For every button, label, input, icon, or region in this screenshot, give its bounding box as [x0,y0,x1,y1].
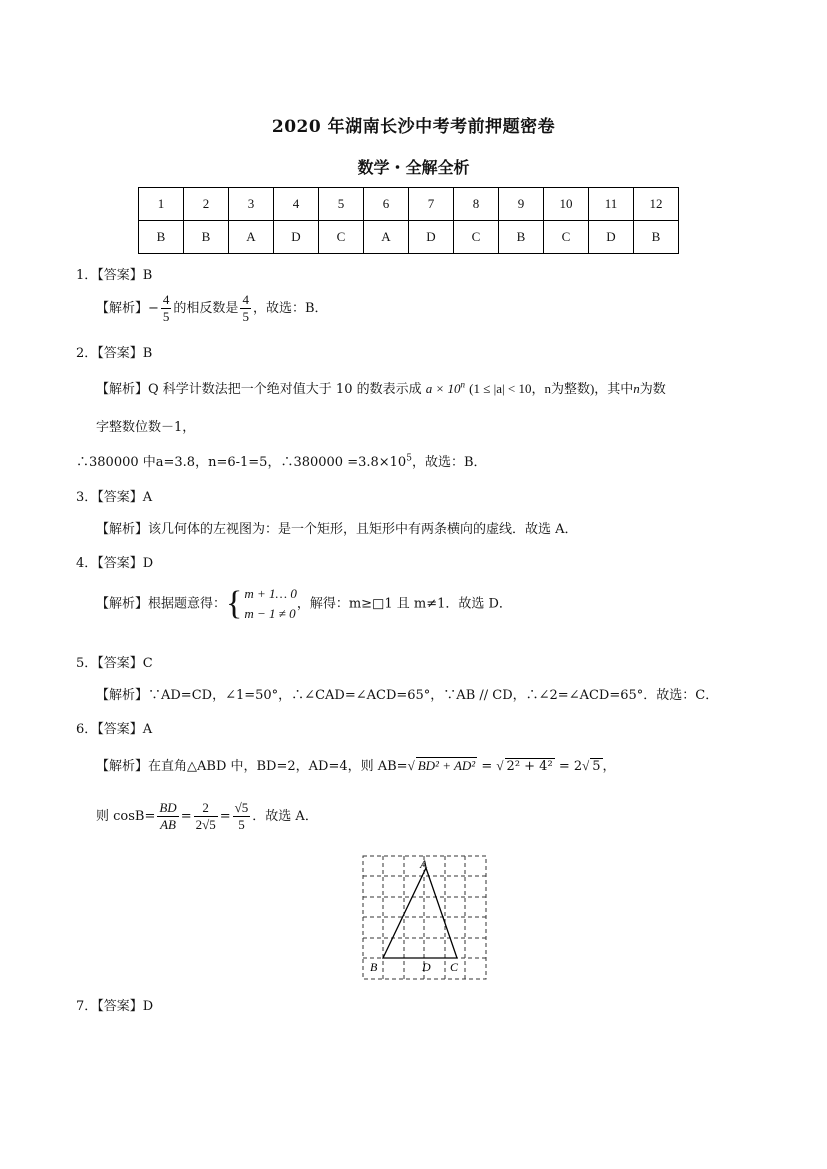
q4-label: 【解析】根据题意得： [96,596,227,612]
q6-eq2: = [180,809,192,824]
q6-line1-a: 【解析】在直角△ABD 中，BD=2，AD=4，则 AB= [96,759,408,774]
answer-table-number-row [139,188,679,221]
answer-cell: B [184,221,229,254]
brace-icon: { [226,585,243,622]
q6-res: = 2 [558,759,583,774]
q2-line3-exp: 5 [406,453,412,464]
q1-answer-header: 1．【答案】B [76,268,153,283]
q2-line3-c: ，故选：B． [411,455,487,470]
answer-cell: D [589,221,634,254]
question-number: 1 [139,188,184,221]
answer-cell: D [409,221,454,254]
q6-frac3 [233,800,251,833]
q2-answer-header: 2．【答案】B [76,346,153,361]
q6-explanation-line2 [96,800,318,833]
q1-frac2-den: 5 [242,309,249,324]
q6-f2-num: 2 [194,800,218,817]
q6-sqrt2: 2² + 4² [506,759,553,774]
q2-text-c: 为数 [639,382,666,397]
q6-eq: = [481,759,493,774]
q6-answer-header: 6．【答案】A [76,722,153,737]
question-number: 12 [634,188,679,221]
question-number: 4 [274,188,319,221]
question-number: 9 [499,188,544,221]
q4-eq1: m + 1… 0 [244,586,297,601]
answer-cell: D [274,221,319,254]
q6-frac1 [157,800,178,833]
answer-cell: C [544,221,589,254]
q1-mid: 的相反数是 [173,301,239,316]
q2-formula [426,381,465,396]
question-number: 7 [409,188,454,221]
q6-sqrt3: 5 [592,759,601,774]
q6-explanation-line1: 【解析】在直角△ABD 中，BD=2，AD=4，则 AB=√ BD² + AD² = √ 2² + 4² = 2√ 5 ， [96,758,616,774]
q4-system [244,584,296,624]
answer-cell: C [454,221,499,254]
answer-cell: C [319,221,364,254]
q5-explanation: 【解析】∵AD=CD，∠1=50°，∴∠CAD=∠ACD=65°，∵AB // CD，∴∠2=∠ACD=65°．故选：C． [96,688,719,703]
q1-end: ，故选：B． [252,301,328,316]
triangle-grid-figure [362,855,488,981]
q6-f3-num: √5 [234,800,249,815]
q2-explanation-line2: 字整数位数－1， [96,420,196,435]
question-number: 8 [454,188,499,221]
q1-frac-num: 4 [162,292,170,307]
q1-fraction-2 [240,292,251,325]
answer-table-answer-row [139,221,679,254]
q6-sqrt1: BD² + AD² [417,758,476,773]
question-number: 3 [229,188,274,221]
q2-formula-exp: n [460,379,466,390]
triangle-abc [383,868,457,958]
q4-eq2: m − 1 ≠ 0 [244,606,296,621]
q1-explanation [96,292,328,325]
q7-answer-header: 7．【答案】D [76,999,154,1014]
document-title: 2020 年湖南长沙中考考前押题密卷 [271,117,556,137]
q4-explanation [96,584,512,624]
q2-formula-base: a × 10 [425,381,461,396]
label-a: A [420,857,428,871]
question-number: 2 [184,188,229,221]
question-number: 10 [544,188,589,221]
q1-fraction [161,292,172,325]
q6-f3-den: 5 [238,817,245,832]
q6-frac2 [194,800,218,833]
q6-line2-a: 则 cosB= [96,809,156,824]
q2-text-a: 【解析】Q 科学计数法把一个绝对值大于 10 的数表示成 [96,382,422,397]
q4-end: ，解得：m≥□1 且 m≠1．故选 D． [296,596,512,612]
q2-n: n [633,381,640,396]
q2-explanation-line1 [96,378,666,397]
answer-cell: B [634,221,679,254]
document-subtitle: 数学・全解全析 [357,158,470,177]
q2-line3-b: a=3.8，n=6-1=5，∴380000 =3.8×10 [155,455,407,470]
q6-line1-end: ， [602,759,616,774]
q6-f2-den: 2√5 [195,817,216,832]
question-number: 5 [319,188,364,221]
q6-f1-den: AB [160,817,176,832]
label-d: D [422,960,431,974]
q6-f1-num: BD [159,800,177,815]
answer-cell: A [229,221,274,254]
question-number: 6 [364,188,409,221]
answer-cell: B [499,221,544,254]
q1-frac2-num: 4 [242,292,249,307]
answer-cell: A [364,221,409,254]
label-c: C [450,960,459,974]
q2-line3-a: ∴380000 中 [76,455,156,470]
q2-condition: (1 ≤ |a| < 10，n为整数) [469,381,595,396]
q6-line2-end: ．故选 A． [252,809,318,824]
q2-text-b: ，其中 [594,382,634,397]
label-b: B [370,960,378,974]
q1-frac-den: 5 [162,309,170,324]
q3-answer-header: 3．【答案】A [76,490,153,505]
q2-explanation-line3 [76,451,487,470]
q1-minus: − [148,301,159,316]
q6-eq3: = [219,809,231,824]
question-number: 11 [589,188,634,221]
q3-explanation: 【解析】该几何体的左视图为：是一个矩形，且矩形中有两条横向的虚线．故选 A． [96,522,578,537]
q1-label: 【解析】 [96,301,149,316]
answer-table [138,187,679,254]
answer-cell: B [139,221,184,254]
q5-answer-header: 5．【答案】C [76,656,153,671]
q4-answer-header: 4．【答案】D [76,556,154,571]
